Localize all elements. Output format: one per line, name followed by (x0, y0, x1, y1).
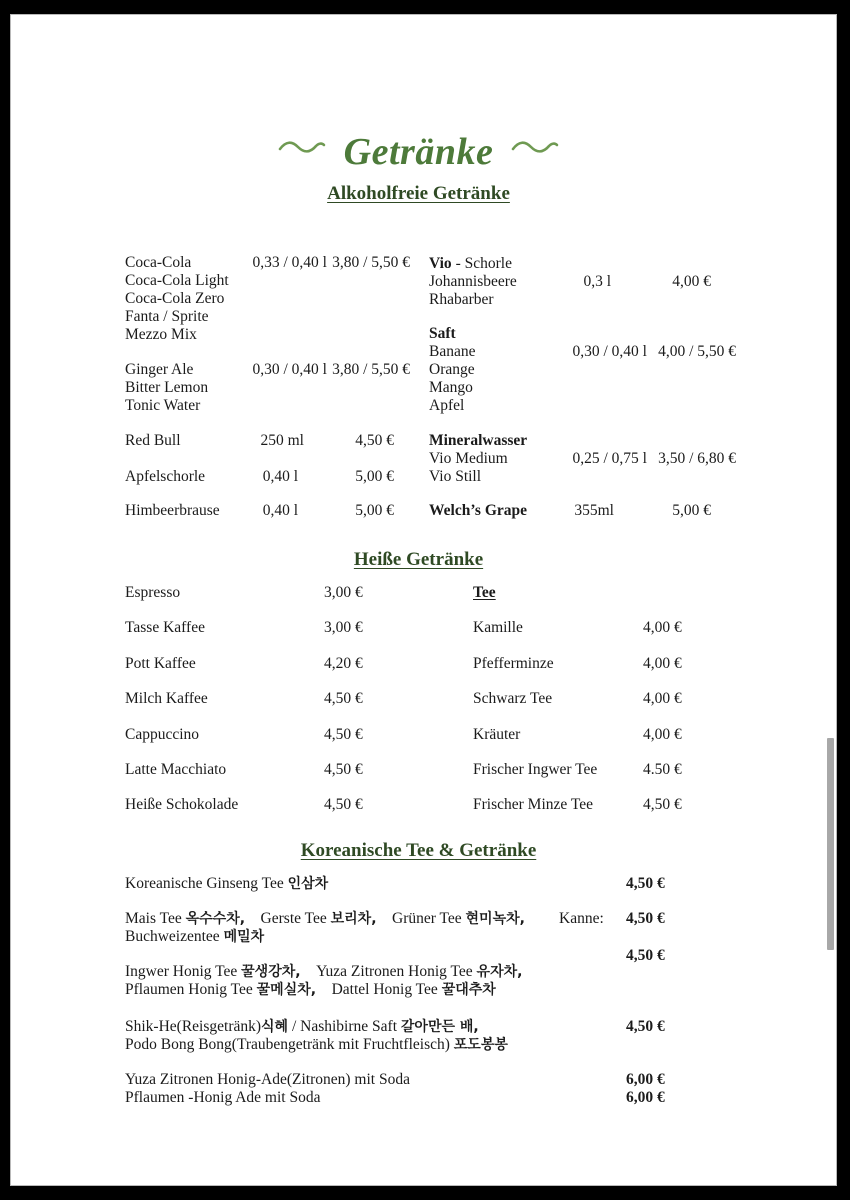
group-heading-vio (429, 255, 512, 273)
item-name-de: Ingwer Honig Tee (125, 963, 238, 980)
item-price: 4,00 € (643, 655, 682, 672)
item-name (125, 928, 264, 946)
item-name: Banane (429, 343, 476, 360)
item-price: 6,00 € (626, 1089, 665, 1106)
item-size: 0,3 l (583, 273, 611, 290)
item-name-de: Mais Tee (125, 910, 182, 927)
item-name-kr: 꿀생강차, (241, 964, 301, 980)
item-name (125, 1036, 508, 1054)
item-price: 4.50 € (643, 761, 682, 778)
page-title: Getränke (343, 131, 494, 173)
item-name: Cappuccino (125, 726, 200, 743)
item-price: 4,00 € (643, 690, 682, 707)
item-name-welchs-grape: Welch’s Grape (429, 502, 528, 519)
item-name-kr: 식혜 (261, 1019, 289, 1035)
item-name-kr: 메밀차 (223, 929, 265, 945)
item-name: Frischer Ingwer Tee (473, 761, 598, 778)
item-price: 5,00 € (355, 468, 394, 485)
item-name: Orange (429, 361, 475, 378)
item-size: 0,40 l (262, 468, 298, 485)
flourish-left-icon (278, 139, 326, 160)
item-name: Vio Medium (429, 450, 508, 467)
section-heading-hot-drinks: Heiße Getränke (353, 549, 484, 570)
item-price: 4,50 € (324, 690, 363, 707)
item-price: 4,00 / 5,50 € (658, 343, 736, 360)
item-name: Himbeerbrause (125, 502, 220, 519)
item-price: 4,00 € (643, 619, 682, 636)
scrollbar-thumb[interactable] (827, 738, 834, 950)
item-name-kr: 보리차, (330, 911, 377, 927)
item-name-de: Pflaumen Honig Tee (125, 981, 253, 998)
item-name: Rhabarber (429, 291, 494, 308)
item-price: 3,50 / 6,80 € (658, 450, 736, 467)
item-size: 250 ml (260, 432, 304, 449)
item-price: 4,00 € (643, 726, 682, 743)
item-name-kr: 꿀메실차, (256, 982, 317, 998)
item-name (125, 963, 522, 981)
item-name: Heiße Schokolade (125, 796, 239, 813)
item-name: Milch Kaffee (125, 690, 208, 707)
item-name-kr: 현미녹차, (465, 911, 525, 927)
item-name (125, 875, 328, 893)
item-price: 5,00 € (355, 502, 394, 519)
item-name: Tonic Water (125, 397, 201, 414)
item-name: Tasse Kaffee (125, 619, 205, 636)
item-size: 355ml (574, 502, 614, 519)
item-price: 6,00 € (626, 1071, 665, 1088)
item-name: Johannisbeere (429, 273, 517, 290)
item-name: Bitter Lemon (125, 379, 209, 396)
item-price: 4,50 € (324, 761, 363, 778)
item-name: Latte Macchiato (125, 761, 227, 778)
item-name-kr: 갈아만든 배, (400, 1019, 479, 1035)
item-name: Kamille (473, 619, 523, 636)
item-name: Apfel (429, 397, 465, 414)
item-name (125, 1018, 479, 1036)
item-name: Schwarz Tee (473, 690, 553, 707)
group-heading-vio-label: Vio (429, 255, 452, 272)
item-price: 4,50 € (324, 796, 363, 813)
group-heading-saft: Saft (429, 325, 456, 342)
item-name: Ginger Ale (125, 361, 194, 378)
item-name: Pfefferminze (473, 655, 554, 672)
item-name: Yuza Zitronen Honig-Ade(Zitronen) mit Soda (125, 1071, 410, 1088)
item-price: 3,80 / 5,50 € (332, 254, 410, 271)
item-price: 4,50 € (626, 1018, 665, 1035)
item-name-kr: 유자차, (476, 964, 523, 980)
item-name: Red Bull (125, 432, 181, 449)
item-name-de: Dattel Honig Tee (331, 981, 438, 998)
item-size: 0,25 / 0,75 l (572, 450, 647, 467)
item-name-de: Podo Bong Bong(Traubengetränk mit Fruchtfleisch) (125, 1036, 450, 1053)
menu-title-row (11, 130, 826, 174)
item-name-de: Grüner Tee (392, 910, 462, 927)
item-name-de: / Nashibirne Saft (291, 1018, 398, 1035)
item-price: 4,50 € (355, 432, 394, 449)
item-price: 4,00 € (672, 273, 711, 290)
item-name-de: Koreanische Ginseng Tee (125, 875, 284, 892)
item-name-kr: 인삼차 (287, 876, 329, 892)
item-price: 4,50 € (643, 796, 682, 813)
item-name: Mango (429, 379, 473, 396)
item-name (125, 910, 525, 928)
item-price: 4,50 € (626, 910, 665, 927)
item-name: Kräuter (473, 726, 521, 743)
subheading-tee: Tee (473, 584, 496, 601)
item-size: 0,40 l (262, 502, 298, 519)
item-name-de: Yuza Zitronen Honig Tee (316, 963, 473, 980)
item-price: 3,00 € (324, 619, 363, 636)
item-price: 3,00 € (324, 584, 363, 601)
item-name: Frischer Minze Tee (473, 796, 594, 813)
item-price: 4,20 € (324, 655, 363, 672)
item-name-kr: 꿀대추차 (441, 982, 496, 998)
section-heading-korean: Koreanische Tee & Getränke (300, 840, 537, 861)
menu-page (10, 14, 837, 1186)
item-name: Fanta / Sprite (125, 308, 209, 325)
item-size: 0,30 / 0,40 l (252, 361, 327, 378)
item-name-de: Buchweizentee (125, 928, 220, 945)
item-size: 0,33 / 0,40 l (252, 254, 327, 271)
item-name: Apfelschorle (125, 468, 206, 485)
item-name-de: Shik-He(Reisgetränk) (125, 1018, 262, 1035)
item-price: 4,50 € (626, 947, 665, 964)
item-name: Pflaumen -Honig Ade mit Soda (125, 1089, 321, 1106)
group-heading-vio-suffix: - Schorle (451, 255, 512, 272)
scrollbar-track[interactable] (825, 15, 836, 1186)
item-name: Pott Kaffee (125, 655, 196, 672)
item-name: Mezzo Mix (125, 326, 197, 343)
item-name-de: Gerste Tee (260, 910, 327, 927)
item-name: Espresso (125, 584, 181, 601)
subtitle-alkoholfreie: Alkoholfreie Getränke (327, 183, 510, 204)
item-size: 0,30 / 0,40 l (572, 343, 647, 360)
item-name: Vio Still (429, 468, 482, 485)
item-name: Coca-Cola Light (125, 272, 229, 289)
flourish-right-icon (511, 139, 559, 160)
item-name: Coca-Cola (125, 254, 192, 271)
item-name (125, 981, 496, 999)
item-name: Coca-Cola Zero (125, 290, 225, 307)
item-name-kr: 포도봉봉 (453, 1037, 508, 1053)
kanne-label: Kanne: (559, 910, 604, 927)
item-price: 4,50 € (324, 726, 363, 743)
item-name-kr: 옥수수차, (185, 911, 246, 927)
group-heading-mineralwasser: Mineralwasser (429, 432, 528, 449)
item-price: 3,80 / 5,50 € (332, 361, 410, 378)
item-price: 5,00 € (672, 502, 711, 519)
item-price: 4,50 € (626, 875, 665, 892)
